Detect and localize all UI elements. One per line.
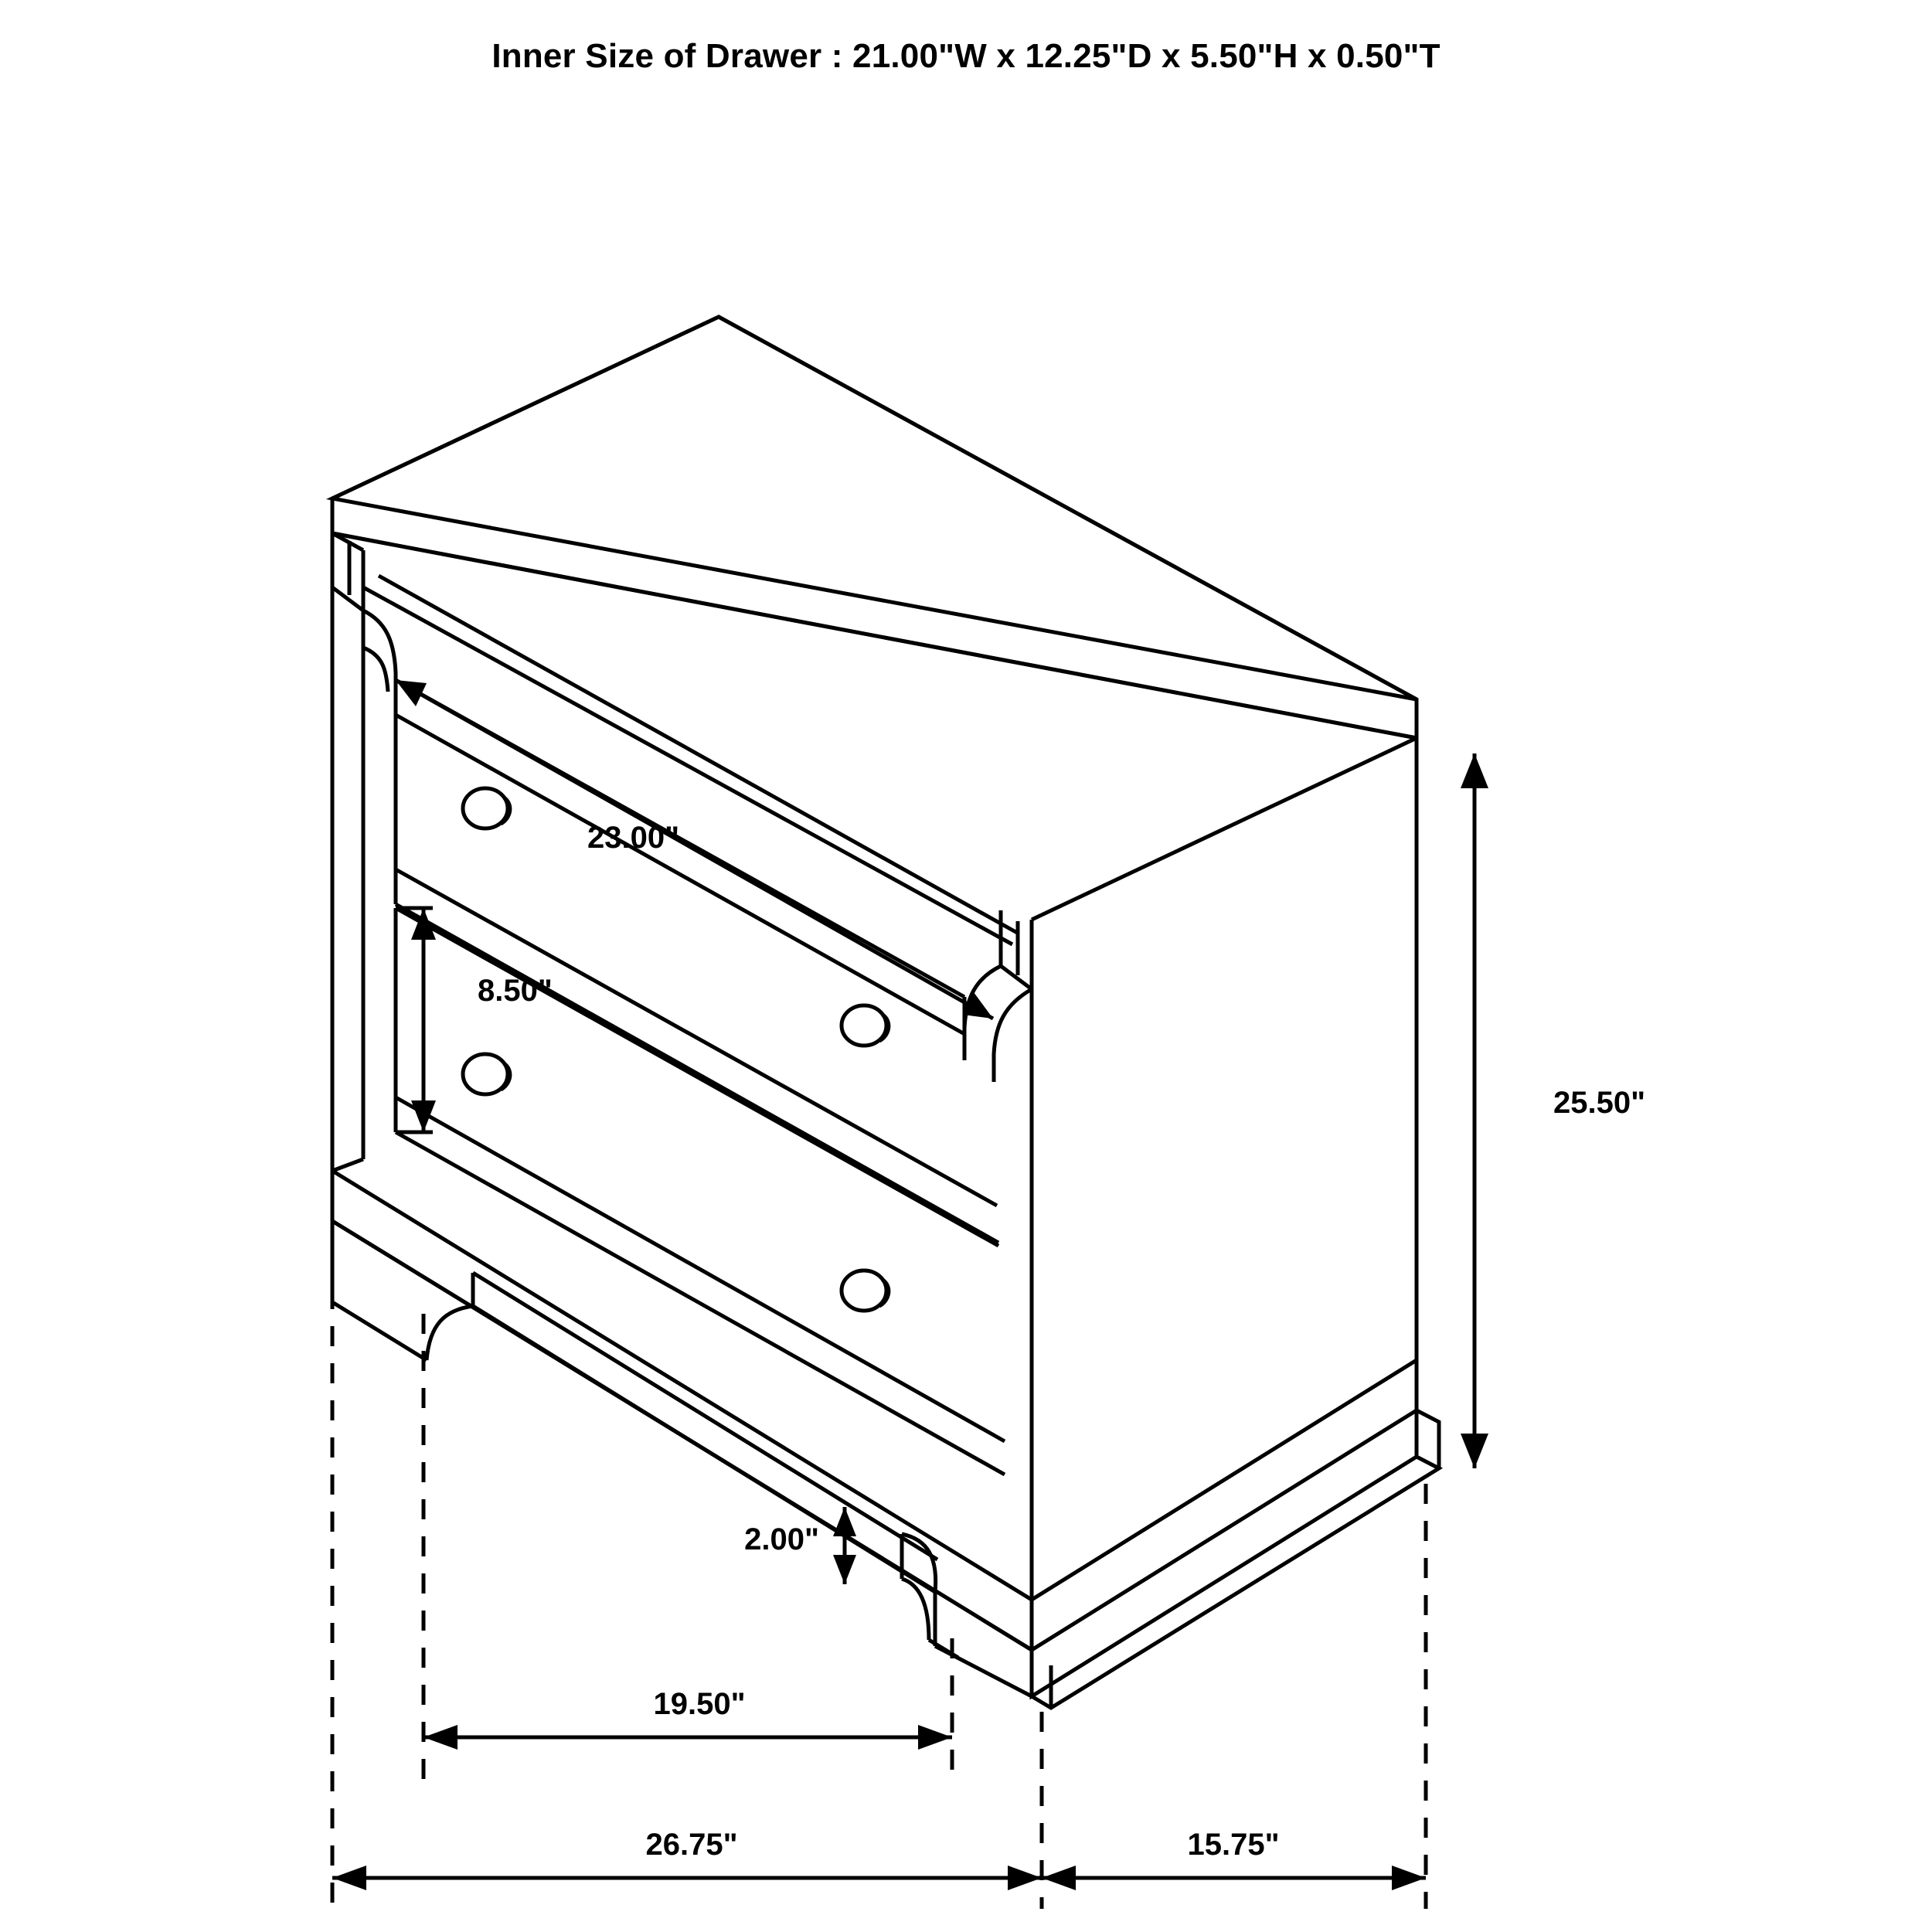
drawer-upper <box>396 680 998 1243</box>
knob-lower-left <box>463 1054 510 1094</box>
knob-upper-left <box>463 788 510 828</box>
case-body <box>332 533 1417 1600</box>
dimension-2675in <box>332 1866 1042 1890</box>
dimension-850in <box>396 908 436 1132</box>
dim-label-850in: 8.50" <box>478 974 553 1008</box>
dimension-200in <box>833 1507 856 1584</box>
dimension-1950in <box>423 1725 952 1750</box>
dim-label-1950in: 19.50" <box>653 1687 746 1721</box>
dim-label-23in: 23.00" <box>587 821 680 855</box>
knob-lower-right <box>842 1270 889 1311</box>
dimension-2550in <box>1461 753 1488 1468</box>
extension-lines <box>332 1252 1426 1909</box>
dim-label-200in: 2.00" <box>744 1522 819 1556</box>
dim-label-2675in: 26.75" <box>645 1828 738 1862</box>
dimension-23in <box>396 680 993 1019</box>
knob-upper-right <box>842 1005 889 1046</box>
top-panel <box>332 317 1417 738</box>
page-title: Inner Size of Drawer : 21.00"W x 12.25"D x 5.50"H x 0.50"T <box>492 37 1440 75</box>
dim-label-2550in: 25.50" <box>1553 1086 1646 1120</box>
dim-label-1575in: 15.75" <box>1187 1828 1280 1862</box>
dimension-1575in <box>1042 1866 1426 1890</box>
base-plinth <box>332 1159 1439 1708</box>
